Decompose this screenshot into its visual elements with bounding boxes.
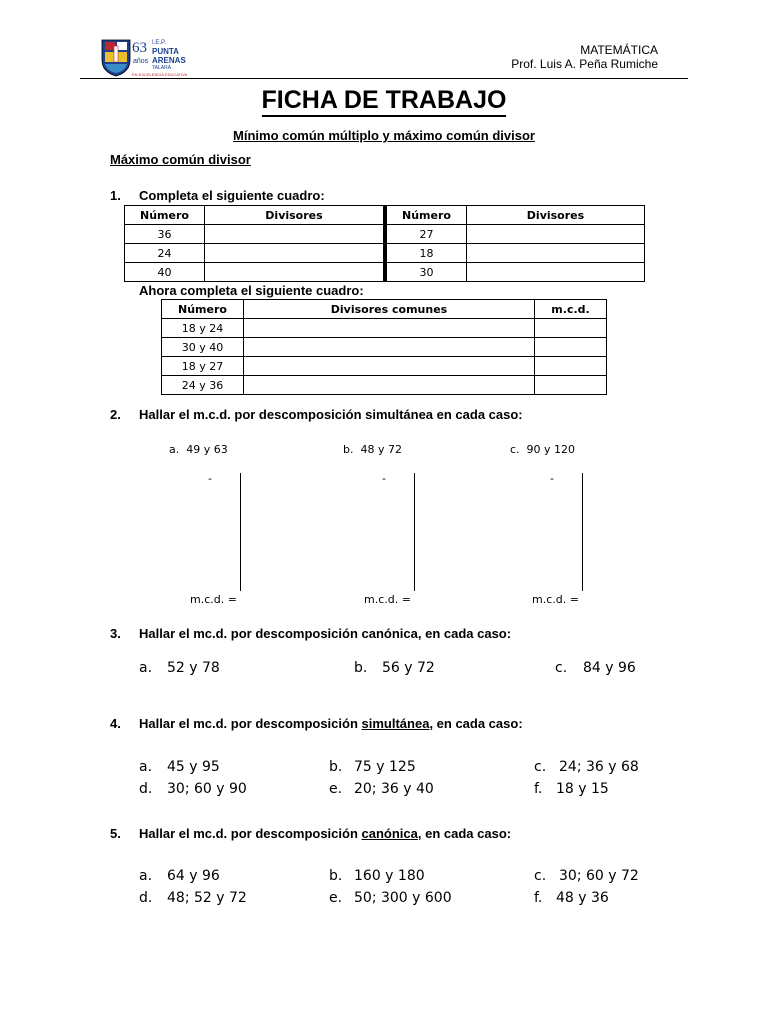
col-header-number: Número <box>125 206 205 225</box>
logo-city: TALARA <box>152 65 172 71</box>
answer-cell[interactable] <box>535 357 607 376</box>
exercise-item: c. 90 y 120 <box>510 443 576 456</box>
table-row: 18 y 27 <box>162 357 607 376</box>
exercise-item: d. 30; 60 y 90 <box>139 781 247 797</box>
answer-cell[interactable] <box>535 338 607 357</box>
exercise-item: f. 18 y 15 <box>534 781 609 797</box>
answer-cell[interactable] <box>535 319 607 338</box>
exercise-item: b. 160 y 180 <box>329 868 425 884</box>
division-dash: - <box>208 472 212 485</box>
col-header-divisors-2: Divisores <box>467 206 645 225</box>
table-row: 36 27 <box>125 225 645 244</box>
division-dash: - <box>550 472 554 485</box>
col-header-gcd: m.c.d. <box>535 300 607 319</box>
logo-years-label: años <box>133 58 149 65</box>
answer-cell[interactable] <box>467 225 645 244</box>
col-header-number-2: Número <box>385 206 467 225</box>
question-4: 4. Hallar el mc.d. por descomposición simultánea, en cada caso: <box>110 716 523 731</box>
question-1-part-2: Ahora completa el siguiente cuadro: <box>139 283 364 298</box>
exercise-item: b. 75 y 125 <box>329 759 416 775</box>
answer-cell[interactable] <box>244 376 535 395</box>
gcd-result-label: m.c.d. = <box>190 593 237 606</box>
table-row: 40 30 <box>125 263 645 282</box>
table-row: 24 18 <box>125 244 645 263</box>
exercise-item: b. 48 y 72 <box>343 443 402 456</box>
answer-cell[interactable] <box>467 263 645 282</box>
answer-cell[interactable] <box>535 376 607 395</box>
exercise-item: a. 49 y 63 <box>169 443 228 456</box>
answer-cell[interactable] <box>205 225 386 244</box>
division-line <box>240 473 241 591</box>
exercise-item: d. 48; 52 y 72 <box>139 890 247 906</box>
question-3: 3. Hallar el mc.d. por descomposición canónica, en cada caso: <box>110 626 512 641</box>
exercise-item: a. 64 y 96 <box>139 868 220 884</box>
page-subtitle: Mínimo común múltiplo y máximo común divisor <box>233 128 535 143</box>
col-header-divisors: Divisores <box>205 206 386 225</box>
division-line <box>582 473 583 591</box>
logo-years: 63 <box>132 40 147 56</box>
table-row: 30 y 40 <box>162 338 607 357</box>
page-title: FICHA DE TRABAJO <box>0 86 768 115</box>
common-divisors-table <box>161 299 607 395</box>
gcd-result-label: m.c.d. = <box>364 593 411 606</box>
question-5: 5. Hallar el mc.d. por descomposición canónica, en cada caso: <box>110 826 512 841</box>
subject-name: MATEMÁTICA <box>580 43 658 57</box>
exercise-item: c. 30; 60 y 72 <box>534 868 639 884</box>
exercise-item: a. 52 y 78 <box>139 660 220 676</box>
exercise-item: f. 48 y 36 <box>534 890 609 906</box>
teacher-name: Prof. Luis A. Peña Rumiche <box>511 57 658 71</box>
exercise-item: a. 45 y 95 <box>139 759 220 775</box>
answer-cell[interactable] <box>244 357 535 376</box>
logo-school-name-1: PUNTA <box>152 47 179 56</box>
section-heading: Máximo común divisor <box>110 152 251 167</box>
header-info <box>511 43 658 71</box>
logo-school-name-2: ARENAS <box>152 56 186 65</box>
answer-cell[interactable] <box>205 263 386 282</box>
exercise-item: c. 24; 36 y 68 <box>534 759 639 775</box>
exercise-item: e. 50; 300 y 600 <box>329 890 452 906</box>
answer-cell[interactable] <box>467 244 645 263</box>
gcd-result-label: m.c.d. = <box>532 593 579 606</box>
divisors-table <box>124 205 645 282</box>
logo-school-prefix: I.E.P. <box>152 40 166 46</box>
division-line <box>414 473 415 591</box>
school-logo <box>100 38 194 78</box>
col-header-common-divisors: Divisores comunes <box>244 300 535 319</box>
logo-motto: EN EXCELENCIA EDUCATIVA <box>132 72 188 77</box>
division-dash: - <box>382 472 386 485</box>
answer-cell[interactable] <box>205 244 386 263</box>
header-divider <box>80 78 688 79</box>
answer-cell[interactable] <box>244 338 535 357</box>
table-row: 18 y 24 <box>162 319 607 338</box>
question-2: 2. Hallar el m.c.d. por descomposición simultánea en cada caso: <box>110 407 523 422</box>
table-row: 24 y 36 <box>162 376 607 395</box>
col-header-number: Número <box>162 300 244 319</box>
exercise-item: c. 84 y 96 <box>555 660 636 676</box>
exercise-item: e. 20; 36 y 40 <box>329 781 434 797</box>
answer-cell[interactable] <box>244 319 535 338</box>
exercise-item: b. 56 y 72 <box>354 660 435 676</box>
question-1: 1. Completa el siguiente cuadro: <box>110 188 325 203</box>
